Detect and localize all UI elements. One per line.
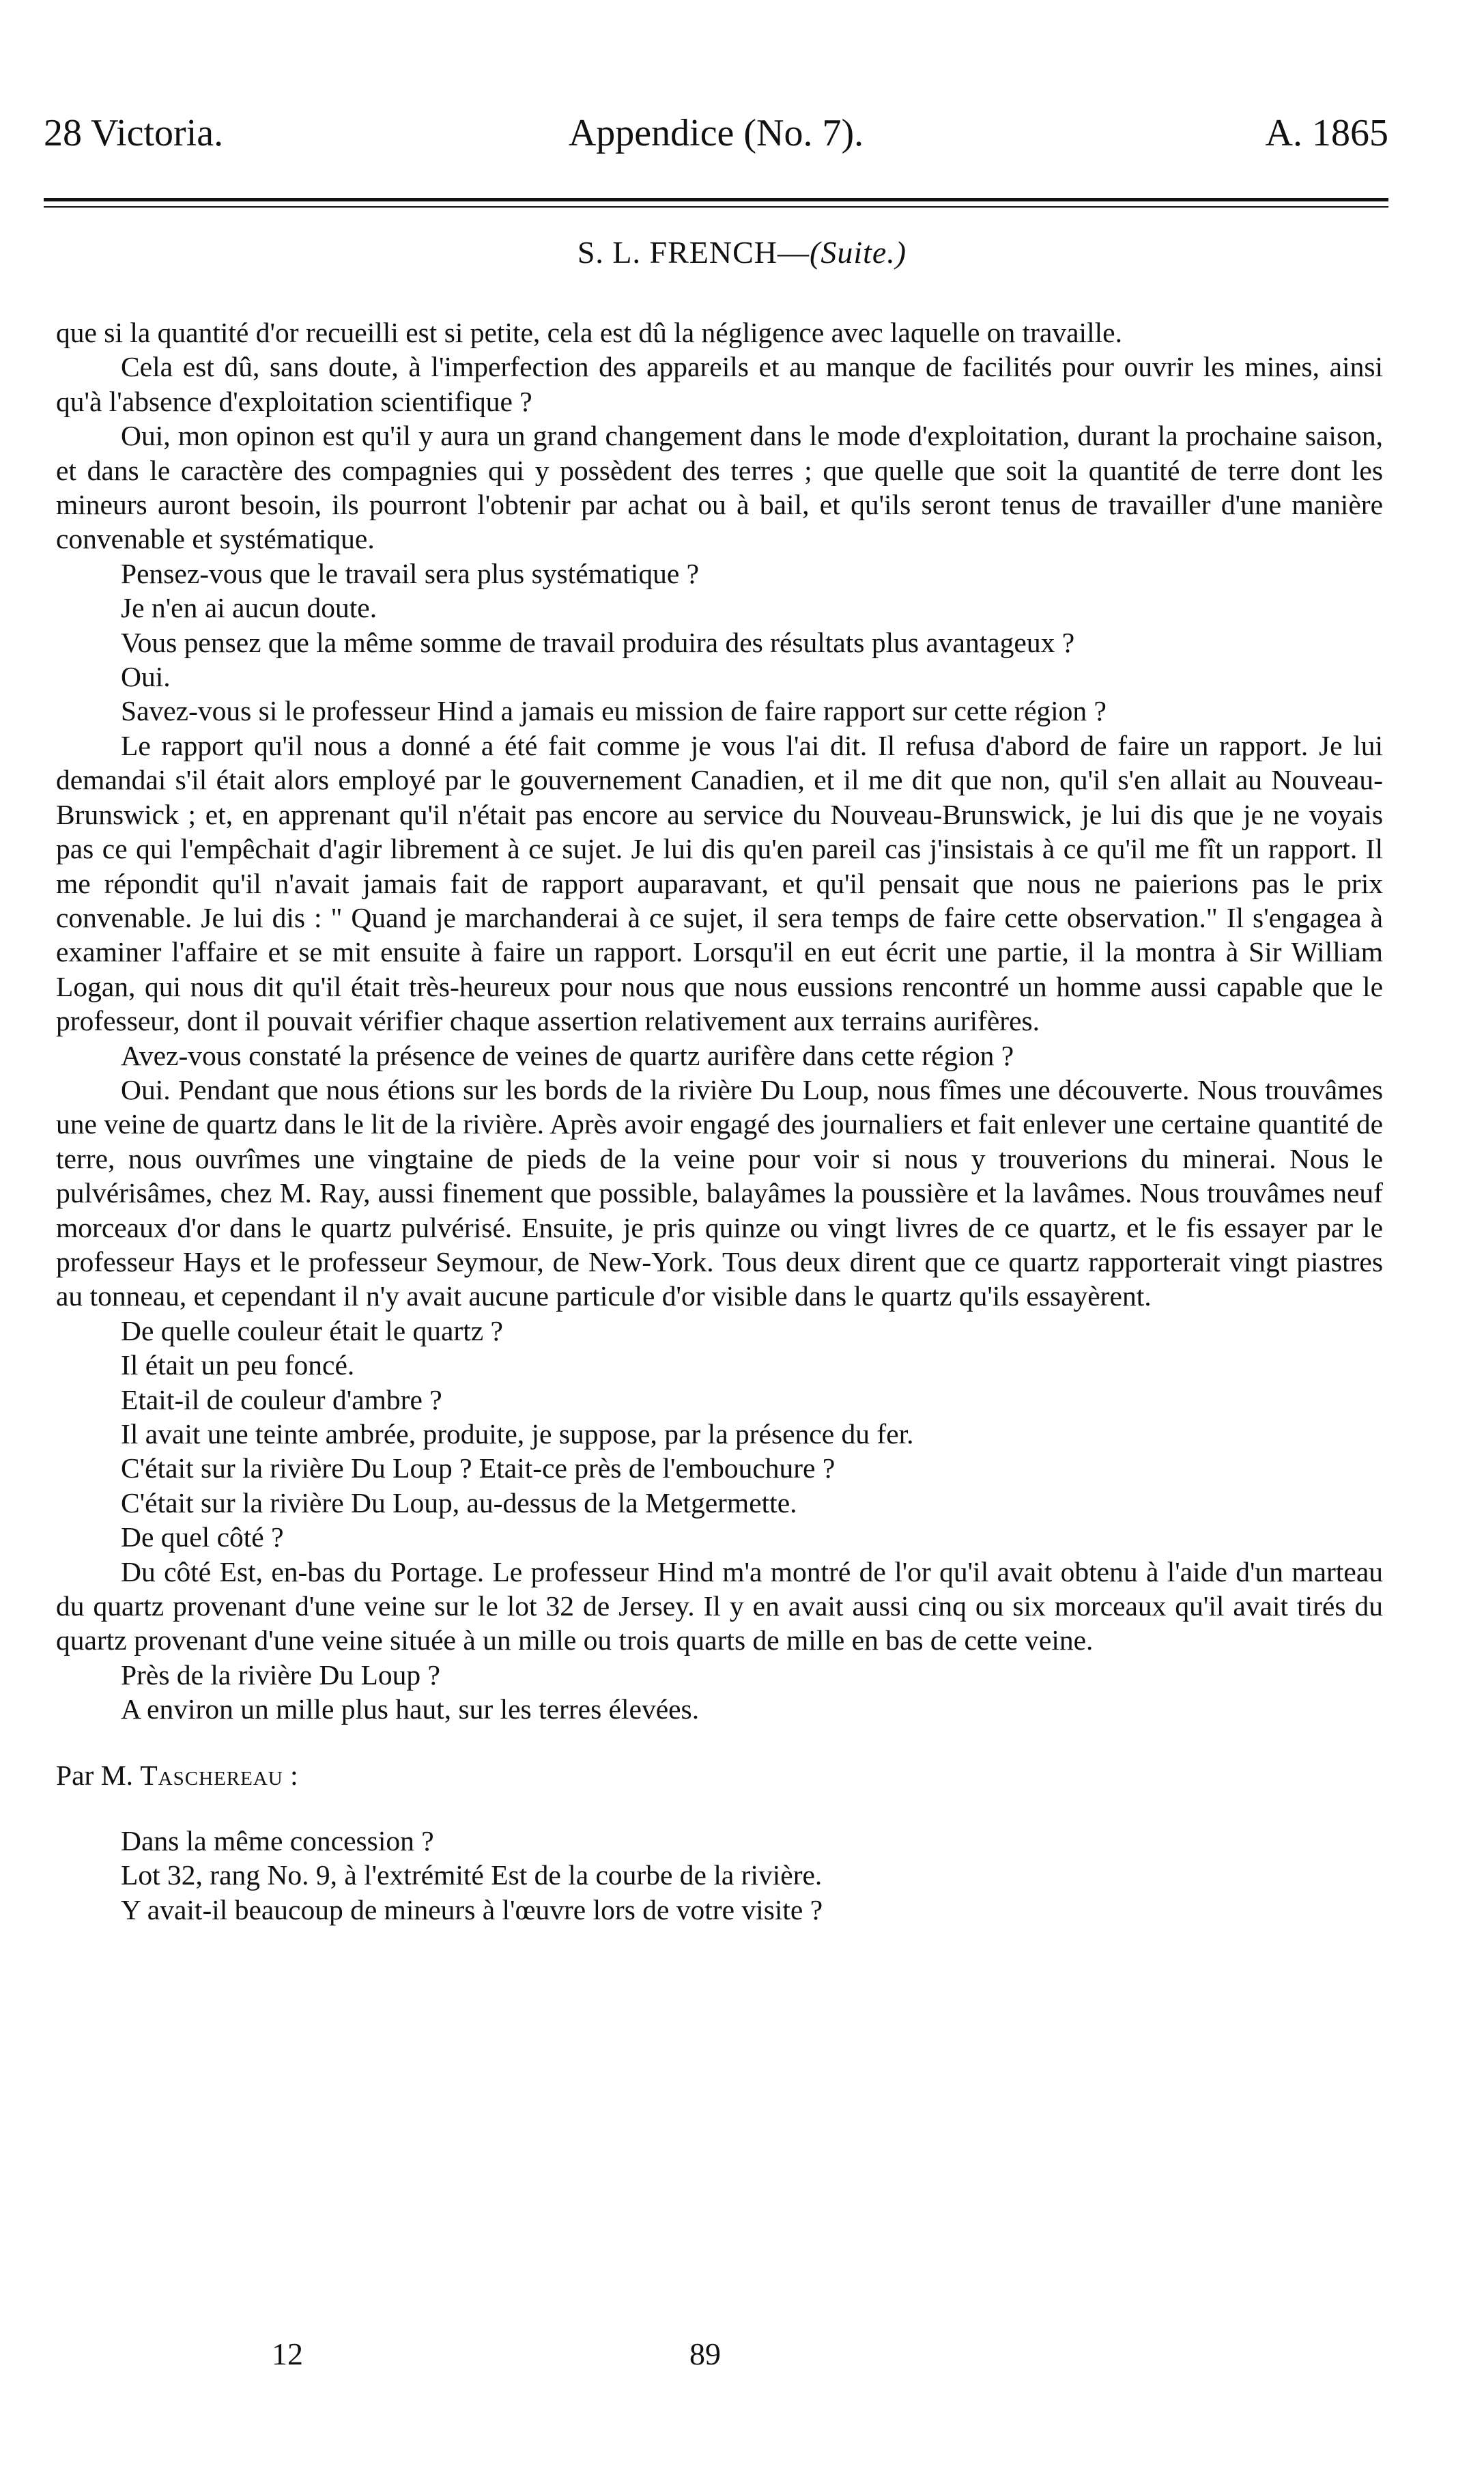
paragraph: A environ un mille plus haut, sur les terres élevées. xyxy=(121,1693,700,1725)
footer-page-number: 89 xyxy=(689,2336,721,2371)
paragraph: Il était un peu foncé. xyxy=(121,1349,355,1381)
examiner-heading xyxy=(56,1758,1383,1792)
paragraph: De quel côté ? xyxy=(121,1521,284,1553)
paragraph: Près de la rivière Du Loup ? xyxy=(121,1658,440,1691)
paragraph: Je n'en ai aucun doute. xyxy=(121,592,377,624)
header-rule-thin xyxy=(44,206,1388,208)
page-header xyxy=(44,109,1388,157)
paragraph: Oui, mon opinon est qu'il y aura un grand changement dans le mode d'exploitation, durant la prochaine saison, et dans le caractère des compagnies qui y possèdent des terres ; que quelle que soit la quantité de terre dont les mineurs auront besoin, ils pourront l'obtenir par achat ou à bail, et qu'ils seront tenus de travailler d'une manière convenable et systématique. xyxy=(56,420,1383,555)
paragraph: Cela est dû, sans doute, à l'imperfection des appareils et au manque de facilités pour ouvrir les mines, ainsi qu'à l'absence d'exploitation scientifique ? xyxy=(56,351,1383,417)
header-rule-thick xyxy=(44,198,1388,201)
paragraph: De quelle couleur était le quartz ? xyxy=(121,1314,503,1346)
header-session: 28 Victoria. xyxy=(44,112,224,154)
footer-left-number: 12 xyxy=(272,2336,303,2371)
paragraph: Savez-vous si le professeur Hind a jamais eu mission de faire rapport sur cette région ? xyxy=(121,695,1107,727)
paragraph: Oui. xyxy=(121,661,171,693)
header-year: A. 1865 xyxy=(1265,112,1388,154)
paragraph-list xyxy=(56,315,1383,1727)
paragraph: Lot 32, rang No. 9, à l'extrémité Est de la courbe de la rivière. xyxy=(121,1859,823,1891)
section-title-suffix: (Suite.) xyxy=(810,235,907,270)
paragraph: Avez-vous constaté la présence de veines de quartz aurifère dans cette région ? xyxy=(121,1039,1014,1071)
paragraph: Du côté Est, en-bas du Portage. Le professeur Hind m'a montré de l'or qu'il avait obtenu à l'aide d'un marteau du quartz provenant d'une veine sur le lot 32 de Jersey. Il y en avait aussi cinq ou six morceaux qu'il avait tirés du quartz provenant d'une veine située à un mille ou trois quarts de mille en bas de cette veine. xyxy=(56,1555,1383,1656)
paragraph: Y avait-il beaucoup de mineurs à l'œuvre lors de votre visite ? xyxy=(121,1893,823,1925)
document-body xyxy=(56,315,1383,1927)
paragraph-gap xyxy=(56,1727,1383,1758)
examiner-prefix: Par M. xyxy=(56,1759,141,1791)
examiner-name: Taschereau xyxy=(140,1759,283,1791)
page-footer xyxy=(0,2334,1484,2375)
paragraph: C'était sur la rivière Du Loup, au-dessus de la Metgermette. xyxy=(121,1486,797,1519)
paragraph: C'était sur la rivière Du Loup ? Etait-ce près de l'embouchure ? xyxy=(121,1452,836,1484)
paragraph: Pensez-vous que le travail sera plus systématique ? xyxy=(121,557,700,589)
paragraph: Etait-il de couleur d'ambre ? xyxy=(121,1383,442,1415)
header-appendix: Appendice (No. 7). xyxy=(568,112,864,154)
paragraph: Il avait une teinte ambrée, produite, je suppose, par la présence du fer. xyxy=(121,1418,914,1450)
paragraph: Oui. Pendant que nous étions sur les bords de la rivière Du Loup, nous fîmes une découverte. Nous trouvâmes une veine de quartz dans le lit de la rivière. Après avoir engagé des journaliers et fait enlever une certaine quantité de terre, nous ouvrîmes une vingtaine de pieds de la veine pour voir si nous y trouverions du minerai. Nous le pulvérisâmes, chez M. Ray, aussi finement que possible, balayâmes la poussière et la lavâmes. Nous trouvâmes neuf morceaux d'or dans le quartz pulvérisé. Ensuite, je pris quinze ou vingt livres de ce quartz, et le fis essayer par le professeur Hays et le professeur Seymour, de New-York. Tous deux dirent que ce quartz rapporterait vingt piastres au tonneau, et cependant il n'y avait aucune particule d'or visible dans le quartz qu'ils essayèrent. xyxy=(56,1073,1383,1312)
paragraph: Dans la même concession ? xyxy=(121,1825,434,1857)
paragraph: Le rapport qu'il nous a donné a été fait comme je vous l'ai dit. Il refusa d'abord de faire un rapport. Je lui demandai s'il était alors employé par le gouvernement Canadien, et il me dit que non, qu'il s'en allait au Nouveau-Brunswick ; et, en apprenant qu'il n'était pas encore au service du Nouveau-Brunswick, je lui dis que je ne voyais pas ce qui l'empêchait d'agir librement à ce sujet. Je lui dis qu'en pareil cas j'insistais à ce qu'il me fît un rapport. Il me répondit qu'il n'avait jamais fait de rapport auparavant, et qu'il pensait que nous ne paierions pas le prix convenable. Je lui dis : " Quand je marchanderai à ce sujet, il sera temps de faire cette observation." Il s'engagea à examiner l'affaire et se mit ensuite à faire un rapport. Lorsqu'il en eut écrit une partie, il la montra à Sir William Logan, qui nous dit qu'il était très-heureux pour nous que nous eussions rencontré un homme aussi capable que le professeur, dont il pouvait vérifier chaque assertion relativement aux terrains aurifères. xyxy=(56,729,1383,1037)
paragraph-list-after xyxy=(56,1824,1383,1927)
section-title xyxy=(0,232,1484,273)
paragraph: que si la quantité d'or recueilli est si petite, cela est dû la négligence avec laquelle on travaille. xyxy=(56,317,1122,348)
section-title-main: S. L. FRENCH— xyxy=(577,235,810,270)
examiner-suffix: : xyxy=(283,1759,298,1791)
paragraph-gap xyxy=(56,1792,1383,1824)
paragraph: Vous pensez que la même somme de travail produira des résultats plus avantageux ? xyxy=(121,626,1075,658)
